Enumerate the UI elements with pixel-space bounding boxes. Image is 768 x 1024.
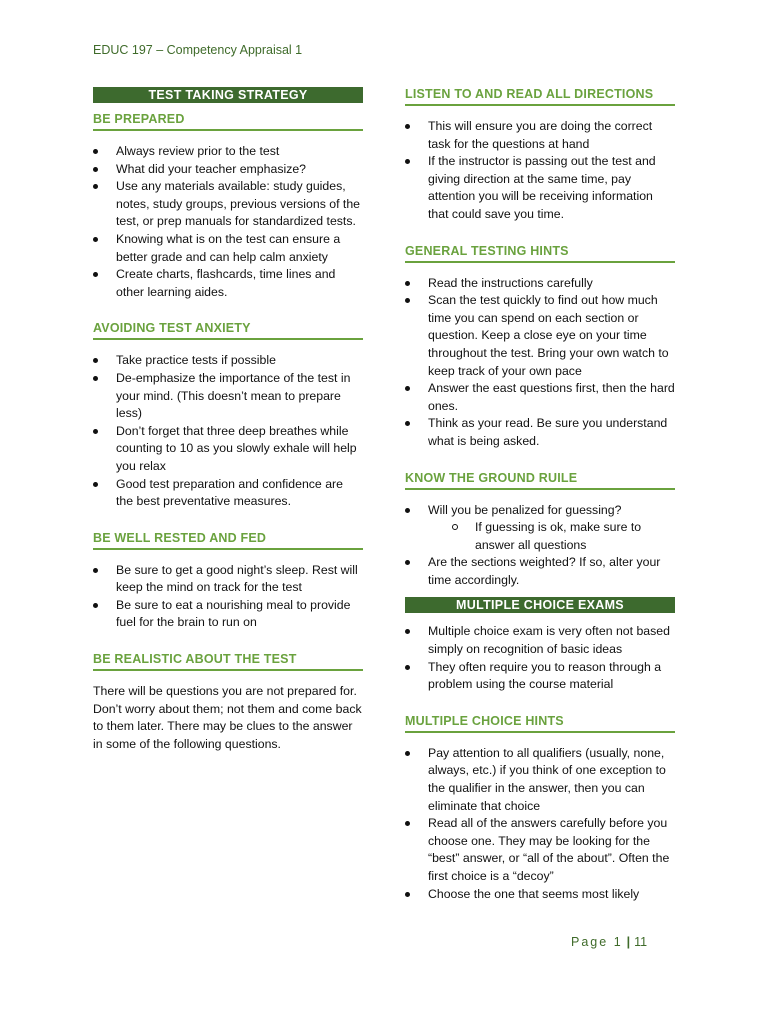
multiple-choice-exams-section [405,623,675,693]
list-item: Take practice tests if possible [93,352,363,370]
bullet-icon [405,751,410,756]
list-item: Answer the east questions first, then the hard ones. [405,380,675,415]
list-item: Use any materials available: study guides, notes, study groups, previous versions of the test, or prep manuals for standardized tests. [93,178,363,231]
document-header: EDUC 197 – Competency Appraisal 1 [93,43,303,57]
right-column [405,87,675,923]
bullet-icon [405,281,410,286]
bullet-icon [405,821,410,826]
bullet-list [405,502,675,520]
section-title: MULTIPLE CHOICE HINTS [405,714,675,733]
list-item: Be sure to get a good night’s sleep. Rest will keep the mind on track for the test [93,562,363,597]
section-title: BE PREPARED [93,112,363,131]
page-footer [571,935,647,949]
bullet-list [93,352,363,510]
bullet-icon [405,892,410,897]
bullet-icon [93,568,98,573]
section-title: BE REALISTIC ABOUT THE TEST [93,652,363,671]
bullet-icon [405,386,410,391]
bullet-icon [93,376,98,381]
bullet-icon [93,482,98,487]
list-item: Are the sections weighted? If so, alter your time accordingly. [405,554,675,589]
bullet-icon [405,159,410,164]
list-item: Multiple choice exam is very often not based simply on recognition of basic ideas [405,623,675,658]
list-item: Always review prior to the test [93,143,363,161]
paragraph: There will be questions you are not prepared for. Don’t worry about them; not them and come back to them later. There may be clues to the answer in some of the following questions. [93,684,362,751]
bullet-list [93,562,363,632]
list-item: Choose the one that seems most likely [405,886,675,904]
bullet-list [405,275,675,451]
bullet-list [405,118,675,224]
bullet-icon [93,149,98,154]
list-item: Good test preparation and confidence are the best preventative measures. [93,476,363,511]
bullet-icon [405,124,410,129]
bullet-list [405,745,675,903]
sub-list-item: If guessing is ok, make sure to answer all questions [405,519,675,554]
list-item: Think as your read. Be sure you understand what is being asked. [405,415,675,450]
bullet-icon [405,665,410,670]
page-separator: | [626,935,631,949]
list-item: Will you be penalized for guessing? [405,502,675,520]
section-title: KNOW THE GROUND RUILE [405,471,675,490]
multiple-choice-exams-banner: MULTIPLE CHOICE EXAMS [405,597,675,613]
bullet-icon [93,272,98,277]
bullet-icon [93,358,98,363]
total-pages: 11 [634,935,648,949]
avoiding-test-anxiety-section [93,321,363,510]
bullet-icon [93,603,98,608]
test-taking-strategy-banner: TEST TAKING STRATEGY [93,87,363,103]
list-item: De-emphasize the importance of the test in your mind. (This doesn’t mean to prepare less) [93,370,363,423]
list-item: If the instructor is passing out the test and giving direction at the same time, pay attention you will be receiving information that could save you time. [405,153,675,223]
be-realistic-section [93,652,363,753]
list-item: Scan the test quickly to find out how much time you can spend on each section or question. Keep a close eye on your time throughout the test. Bring your own watch to keep track of your own pace [405,292,675,380]
section-title: GENERAL TESTING HINTS [405,244,675,263]
list-item: This will ensure you are doing the correct task for the questions at hand [405,118,675,153]
bullet-list [93,143,363,301]
list-item: Pay attention to all qualifiers (usually, none, always, etc.) if you think of one exception to the qualifier in the answer, then you can eliminate that choice [405,745,675,815]
multiple-choice-hints-section [405,714,675,903]
list-item: Read the instructions carefully [405,275,675,293]
section-title: LISTEN TO AND READ ALL DIRECTIONS [405,87,675,106]
bullet-icon [405,629,410,634]
directions-section [405,87,675,224]
sub-bullet-icon [452,524,458,530]
list-item: Knowing what is on the test can ensure a better grade and can help calm anxiety [93,231,363,266]
bullet-icon [405,508,410,513]
bullet-list [405,554,675,589]
bullet-icon [405,421,410,426]
list-item: Don’t forget that three deep breathes while counting to 10 as you slowly exhale will help you relax [93,423,363,476]
list-item: What did your teacher emphasize? [93,161,363,179]
list-item: Read all of the answers carefully before you choose one. They may be looking for the “best” answer, or “all of the about”. Often the first choice is a “decoy” [405,815,675,885]
section-title: AVOIDING TEST ANXIETY [93,321,363,340]
bullet-icon [93,237,98,242]
section-title: BE WELL RESTED AND FED [93,531,363,550]
bullet-icon [93,184,98,189]
ground-rule-section [405,471,675,590]
bullet-list [405,623,675,693]
list-item: Create charts, flashcards, time lines and other learning aides. [93,266,363,301]
bullet-icon [405,298,410,303]
list-item: Be sure to eat a nourishing meal to provide fuel for the brain to run on [93,597,363,632]
bullet-icon [405,560,410,565]
bullet-icon [93,167,98,172]
bullet-icon [93,429,98,434]
general-testing-hints-section [405,244,675,451]
left-column [93,87,363,773]
be-prepared-section [93,112,363,301]
page-label: Page [571,935,609,949]
page-number: 1 [613,935,623,949]
list-item: They often require you to reason through a problem using the course material [405,659,675,694]
well-rested-section [93,531,363,632]
